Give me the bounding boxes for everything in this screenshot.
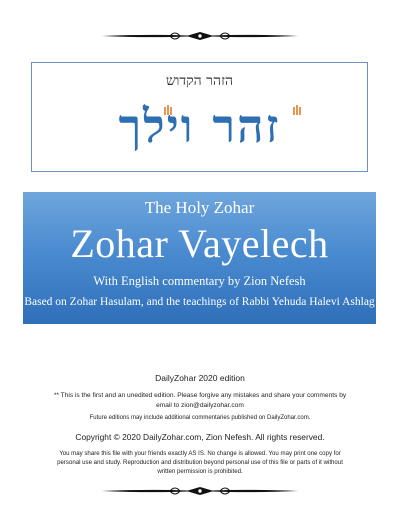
hebrew-title: זהר וילך <box>118 99 281 153</box>
license-line: personal use and study. Reproduction and distribution beyond personal use of this file or parts of it without <box>57 458 343 466</box>
bottom-ornament-divider <box>100 483 300 499</box>
copyright-line: Copyright © 2020 DailyZohar.com, Zion Nefesh. All rights reserved. <box>75 432 325 442</box>
notice-text: ** This is the first and an unedited edition. Please forgive any mistakes and share your comments by <box>53 392 347 399</box>
hebrew-subtitle: הזהר הקדוש <box>165 73 234 89</box>
license-text <box>20 450 380 476</box>
notice-email: email to zion@dailyzohar.com <box>156 401 244 409</box>
edition-line: DailyZohar 2020 edition <box>155 373 245 383</box>
edition-notice <box>20 391 380 410</box>
banner-commentary: With English commentary by Zion Nefesh <box>93 274 306 288</box>
license-line: written permission is prohibited. <box>157 467 243 475</box>
hebrew-title-box <box>31 62 368 172</box>
banner-based-on: Based on Zohar Hasulam, and the teachings of Rabbi Yehuda Halevi Ashlag <box>24 296 375 308</box>
license-line: You may share this file with your friends exactly AS IS. No change is allowed. You may print one copy for <box>59 450 341 457</box>
banner-title: Zohar Vayelech <box>70 221 329 266</box>
future-editions-note: Future editions may include additional commentaries published on DailyZohar.com. <box>89 415 311 421</box>
banner-subtitle: The Holy Zohar <box>144 198 255 217</box>
top-ornament-divider <box>100 28 300 44</box>
title-banner <box>23 192 376 324</box>
